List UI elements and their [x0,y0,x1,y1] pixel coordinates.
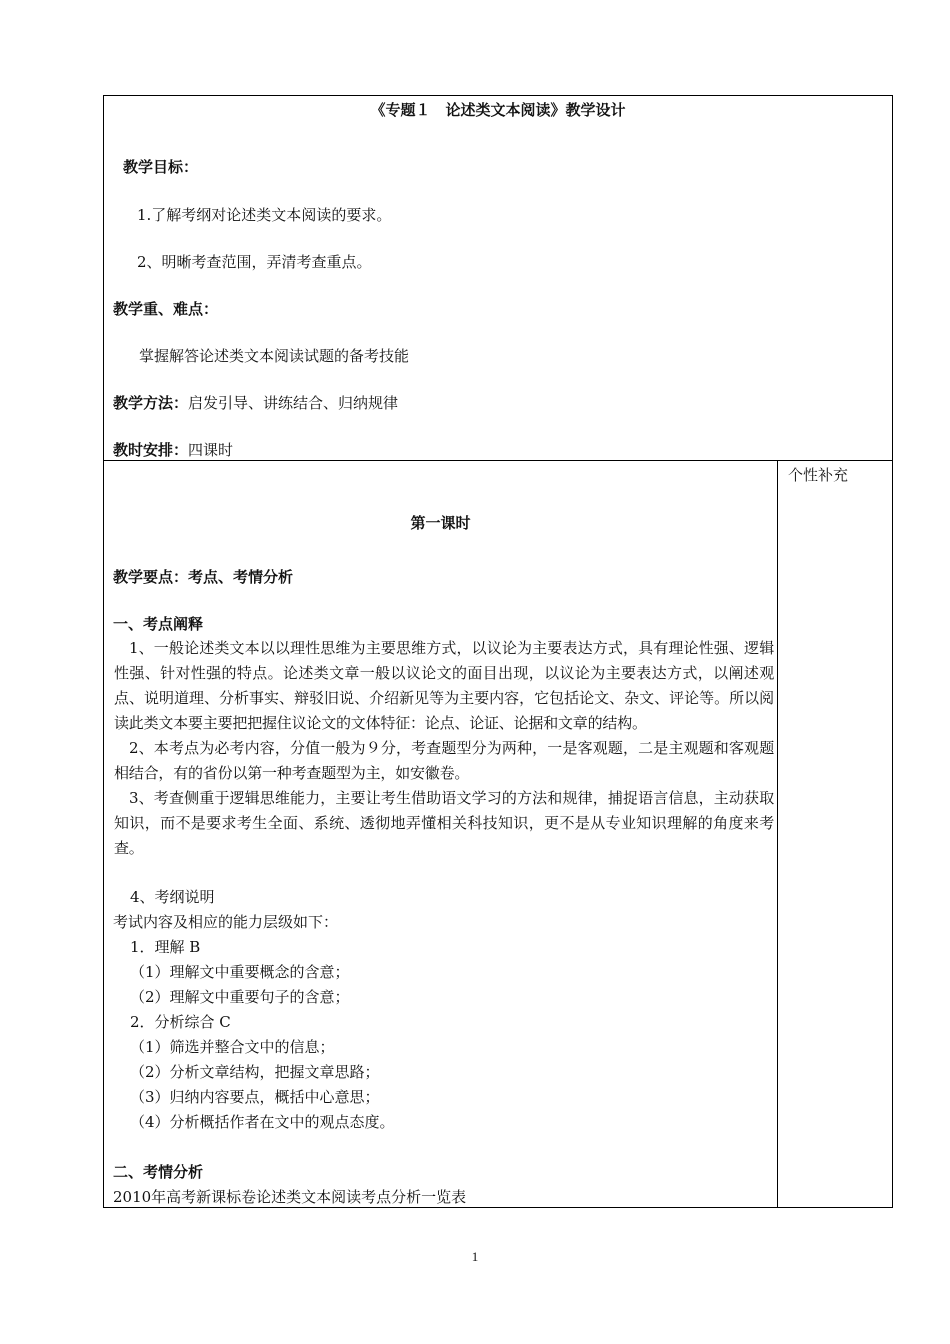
teaching-method-label: 教学方法： [113,394,189,412]
level-2-item-b: （2）分析文章结构，把握文章思路； [130,1063,380,1081]
explanation-paragraphs [114,636,774,861]
teaching-method-line [113,394,398,412]
table-column-divider [777,460,778,1207]
key-points-text: 掌握解答论述类文本阅读试题的备考技能 [139,347,410,365]
level-1-heading: 1．理解 B [130,938,201,956]
goals-label: 教学目标： [123,158,199,176]
goal-item-1: 1.了解考纲对论述类文本阅读的要求。 [137,206,392,224]
level-2-item-a: （1）筛选并整合文中的信息； [130,1038,335,1056]
time-arrangement-line [113,441,233,459]
level-2-item-c: （3）归纳内容要点，概括中心意思； [130,1088,380,1106]
teaching-method-text: 启发引导、讲练结合、归纳规律 [188,394,399,412]
table-caption: 2010年高考新课标卷论述类文本阅读考点分析一览表 [113,1188,467,1206]
paragraph-3: 3、考查侧重于逻辑思维能力，主要让考生借助语文学习的方法和规律，捕捉语言信息，主动获取知识，而不是要求考生全面、系统、透彻地弄懂相关科技知识，更不是从专业知识理解的角度来考查。 [114,789,774,857]
lesson-plan-table [103,95,893,1208]
levels-intro: 考试内容及相应的能力层级如下： [113,913,339,931]
page-number: 1 [471,1249,479,1264]
lesson-title: 第一课时 [410,514,471,532]
time-arrangement-label: 教时安排： [113,441,189,459]
time-arrangement-text: 四课时 [188,441,234,459]
section-2-heading: 二、考情分析 [113,1163,204,1181]
section-1-heading: 一、考点阐释 [113,615,204,633]
level-1-item-b: （2）理解文中重要句子的含意； [130,988,350,1006]
level-2-item-d: （4）分析概括作者在文中的观点态度。 [130,1113,395,1131]
level-1-item-a: （1）理解文中重要概念的含意； [130,963,350,981]
paragraph-1: 1、一般论述类文本以以理性思维为主要思维方式，以议论为主要表达方式，具有理论性强、逻辑性强、针对性强的特点。论述类文章一般以议论文的面目出现，以议论为主要表达方式，以阐述观点、说明道理、分析事实、辩驳旧说、介绍新见等为主要内容，它包括论文、杂文、评论等。所以阅读此类文本要主要把把握住议论文的文体特征：论点、论证、论据和文章的结构。 [114,639,774,732]
goal-item-2: 2、明晰考查范围，弄清考查重点。 [137,253,372,271]
lesson-focus: 教学要点：考点、考情分析 [113,568,294,586]
key-points-label: 教学重、难点： [113,300,219,318]
paragraph-2: 2、本考点为必考内容，分值一般为９分，考查题型分为两种，一是客观题，二是主观题和客观题相结合，有的省份以第一种考查题型为主，如安徽卷。 [114,739,774,782]
table-row-divider [104,460,892,461]
syllabus-item-4: 4、考纲说明 [130,888,215,906]
document-title: 《专题１ 论述类文本阅读》教学设计 [370,101,626,119]
level-2-heading: 2．分析综合 C [130,1013,231,1031]
personal-supplement-label: 个性补充 [788,466,849,484]
